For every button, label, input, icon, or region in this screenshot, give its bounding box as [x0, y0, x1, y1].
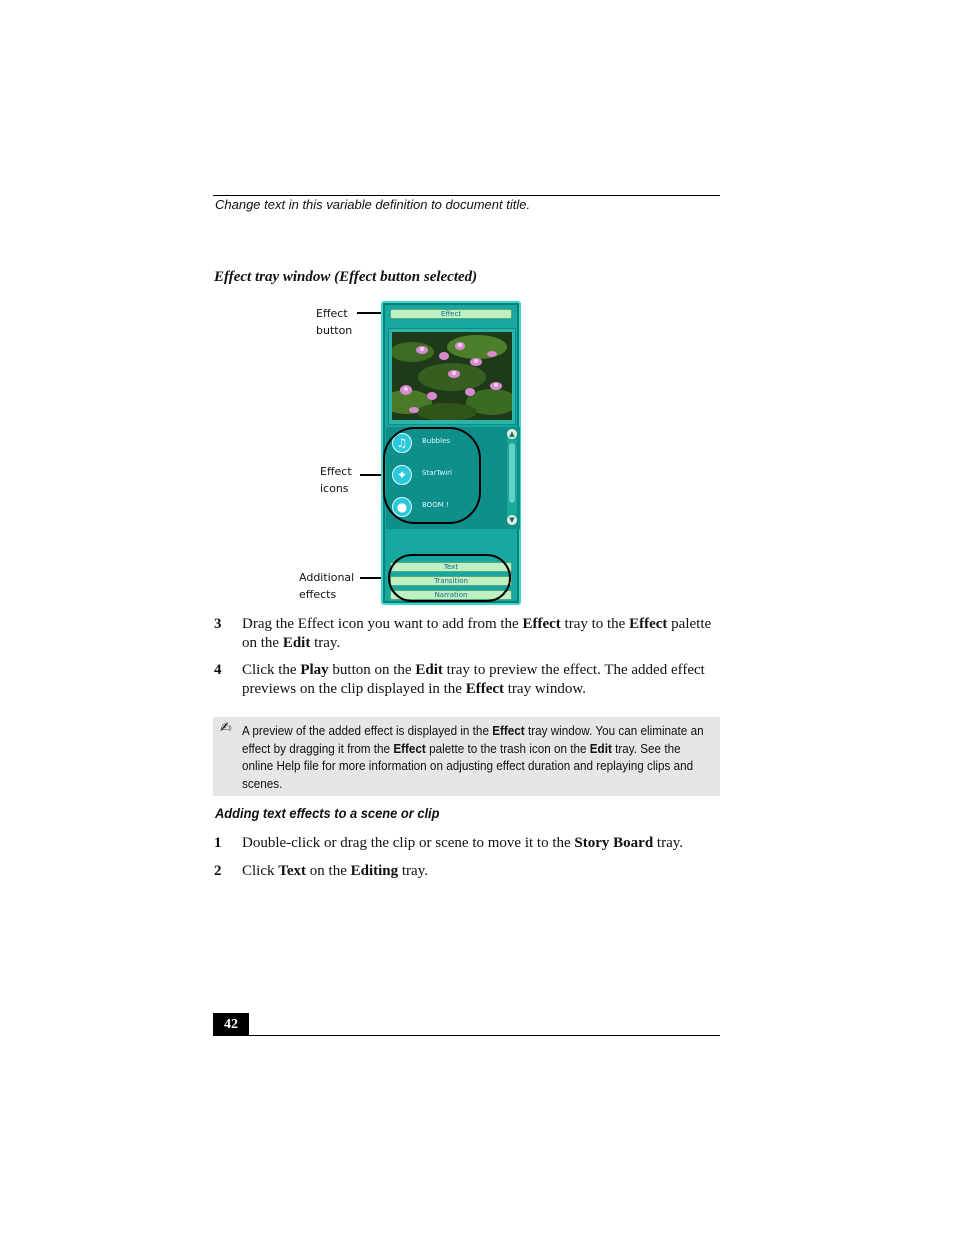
step-3-text: Drag the Effect icon you want to add from the Effect tray to the Effect palette on the Edit tray.	[242, 616, 712, 651]
step-2: 2 Click Text on the Editing tray.	[214, 862, 720, 881]
preview-frame	[388, 328, 516, 425]
star-icon: ✦	[392, 465, 412, 485]
step-4: 4 Click the Play button on the Edit tray to preview the effect. The added effect previews on the clip displayed in the Effect tray window.	[214, 661, 720, 699]
header-rule	[213, 195, 720, 196]
note-text: A preview of the added effect is displayed in the Effect tray window. You can eliminate an effect by dragging it from the Effect palette to the trash icon on the Edit tray. See the online Help file for more information on adjusting effect duration and replaying clips and scenes.	[242, 723, 704, 791]
scroll-down-icon[interactable]: ▼	[507, 515, 517, 525]
text-button[interactable]: Text	[390, 562, 512, 572]
effect-item-bubbles[interactable]: ♫ Bubbles	[392, 433, 502, 455]
bubbles-icon: ♫	[392, 433, 412, 453]
section-subheading: Adding text effects to a scene or clip	[215, 805, 440, 821]
bomb-icon: ●	[392, 497, 412, 517]
note-box	[213, 717, 720, 796]
figure-caption: Effect tray window (Effect button selected)	[214, 269, 478, 285]
effect-item-startwirl[interactable]: ✦ StarTwirl	[392, 465, 502, 487]
callout-effect-icons: Effect icons	[320, 465, 352, 495]
effect-button[interactable]: Effect	[390, 309, 512, 319]
scroll-thumb[interactable]	[509, 443, 515, 503]
pencil-note-icon: ✍	[220, 720, 232, 736]
step-1-text: Double-click or drag the clip or scene to move it to the Story Board tray.	[242, 835, 684, 851]
effect-list-scrollbar[interactable]	[507, 429, 517, 525]
step-2-text: Click Text on the Editing tray.	[242, 863, 428, 879]
step-1: 1 Double-click or drag the clip or scene to move it to the Story Board tray.	[214, 834, 720, 853]
callout-effect-button: Effect button	[316, 307, 353, 337]
scroll-up-icon[interactable]: ▲	[507, 429, 517, 439]
transition-button[interactable]: Transition	[390, 576, 512, 586]
clip-preview-image	[392, 332, 512, 420]
additional-effects-highlight-ring	[388, 554, 511, 602]
narration-button[interactable]: Narration	[390, 590, 512, 600]
footer-rule	[213, 1035, 720, 1036]
effect-icons-highlight-ring	[383, 427, 481, 524]
callout-additional-effects: Additional effects	[299, 571, 355, 601]
page-number: 42	[213, 1013, 249, 1036]
step-3: 3 Drag the Effect icon you want to add from the Effect tray to the Effect palette on the Edit tray.	[214, 615, 720, 653]
effect-item-boom[interactable]: ● BOOM !	[392, 497, 502, 519]
running-header: Change text in this variable definition to document title.	[215, 197, 531, 212]
step-4-text: Click the Play button on the Edit tray to preview the effect. The added effect previews on the clip displayed in the Effect tray window.	[242, 662, 705, 697]
